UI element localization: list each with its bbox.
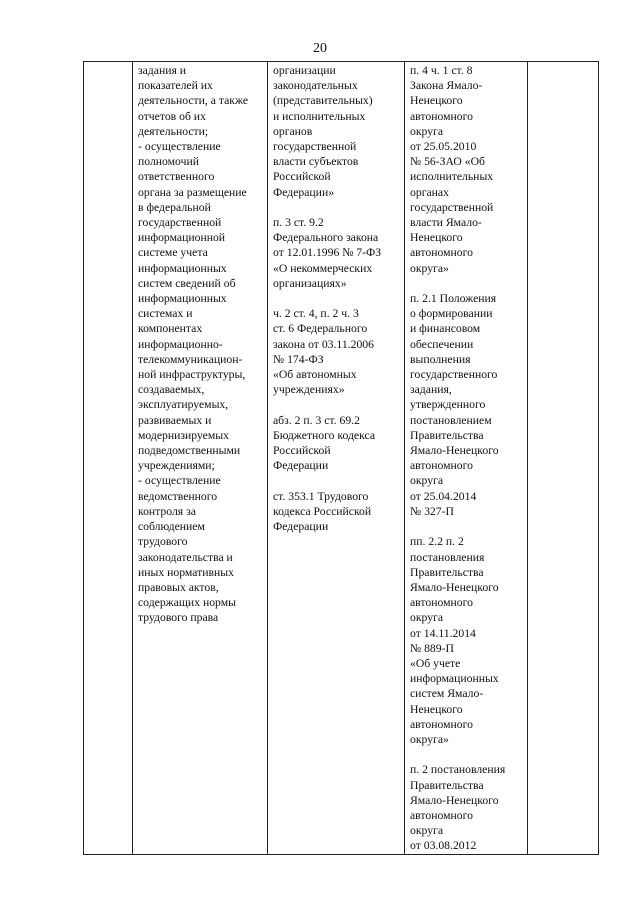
page-number: 20 (313, 41, 327, 56)
table-cell-regional-acts: п. 4 ч. 1 ст. 8 Закона Ямало- Ненецкого автономного округа от 25.05.2010 № 56-ЗАО «Об исполнительных органах государственной власти Ямало- Ненецкого автономного округа» п. 2.1 Положения о формировании и финансовом обеспечении выполнения государственного задания, утвержденного постановлением Правительства Ямало-Ненецкого автономного округа от 25.04.2014 № 327-П пп. 2.2 п. 2 постановления Правительства Ямало-Ненецкого автономного округа от 14.11.2014 № 889-П «Об учете информационных систем Ямало- Ненецкого автономного округа» п. 2 постановления Правительства Ямало-Ненецкого автономного округа от 03.08.2012 (405, 62, 528, 855)
document-table (83, 61, 599, 855)
table-cell-powers: задания и показателей их деятельности, а также отчетов об их деятельности; - осуществление полномочий ответственного органа за размещение в федеральной государственной информационной системе учета информационных систем сведений об информационных системах и компонентах информационно- телекоммуникацион- ной инфраструктуры, создаваемых, эксплуатируемых, развиваемых и модернизируемых подведомственными учреждениями; - осуществление ведомственного контроля за соблюдением трудового законодательства и иных нормативных правовых актов, содержащих нормы трудового права (133, 62, 268, 855)
table-cell-federal-acts: организации законодательных (представительных) и исполнительных органов государственной власти субъектов Российской Федерации» п. 3 ст. 9.2 Федерального закона от 12.01.1996 № 7-ФЗ «О некоммерческих организациях» ч. 2 ст. 4, п. 2 ч. 3 ст. 6 Федерального закона от 03.11.2006 № 174-ФЗ «Об автономных учреждениях» абз. 2 п. 3 ст. 69.2 Бюджетного кодекса Российской Федерации ст. 353.1 Трудового кодекса Российской Федерации (268, 62, 405, 855)
table-row (84, 62, 599, 855)
table-cell-number (84, 62, 133, 855)
table-cell-notes (528, 62, 599, 855)
